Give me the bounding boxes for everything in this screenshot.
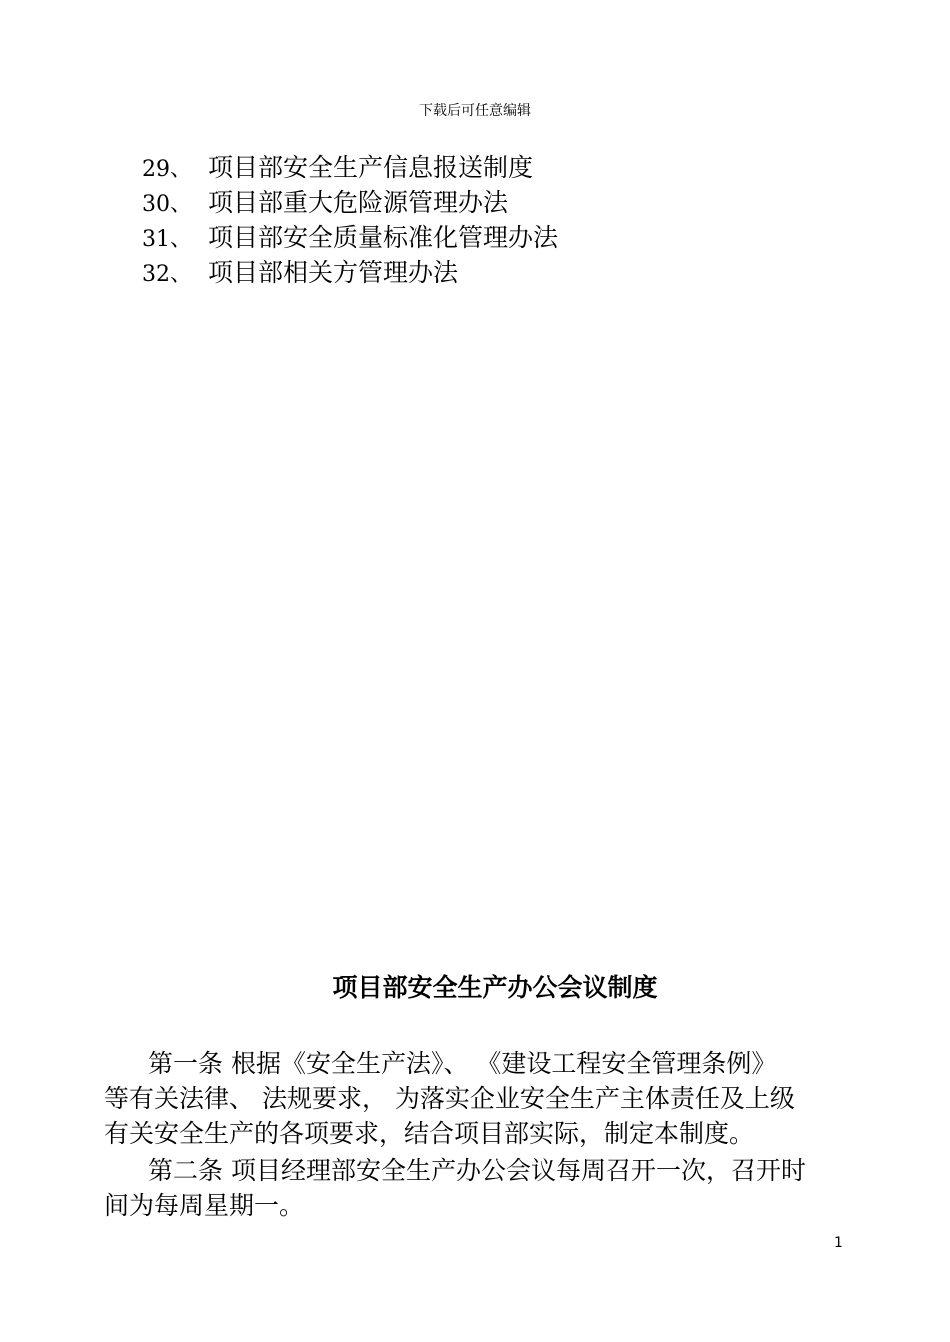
toc-item-text: 项目部相关方管理办法	[208, 258, 459, 287]
article-line: 等有关法律、 法规要求， 为落实企业安全生产主体责任及上级	[104, 1084, 795, 1113]
article-line: 第一条 根据《安全生产法》、 《建设工程安全管理条例》	[148, 1049, 777, 1078]
page-number: 1	[834, 1235, 843, 1251]
toc-item-text: 项目部安全生产信息报送制度	[208, 153, 534, 182]
toc-item	[142, 150, 558, 185]
article-line: 有关安全生产的各项要求，结合项目部实际，制定本制度。	[104, 1119, 755, 1148]
toc-item	[142, 255, 558, 290]
article-paragraph	[104, 1046, 850, 1151]
toc-list	[142, 150, 558, 290]
article-paragraph	[104, 1153, 850, 1223]
toc-item	[142, 185, 558, 220]
toc-item-number: 32、	[142, 262, 192, 287]
toc-item-text: 项目部重大危险源管理办法	[208, 188, 509, 217]
article-line: 第二条 项目经理部安全生产办公会议每周召开一次，召开时	[148, 1156, 806, 1185]
toc-item-number: 30、	[142, 192, 192, 217]
article-line: 间为每周星期一。	[104, 1191, 305, 1220]
section-title: 项目部安全生产办公会议制度	[332, 973, 658, 1002]
toc-item	[142, 220, 558, 255]
toc-item-number: 29、	[142, 157, 192, 182]
page-header-note: 下载后可任意编辑	[419, 103, 531, 119]
toc-item-number: 31、	[142, 227, 192, 252]
toc-item-text: 项目部安全质量标准化管理办法	[208, 223, 559, 252]
